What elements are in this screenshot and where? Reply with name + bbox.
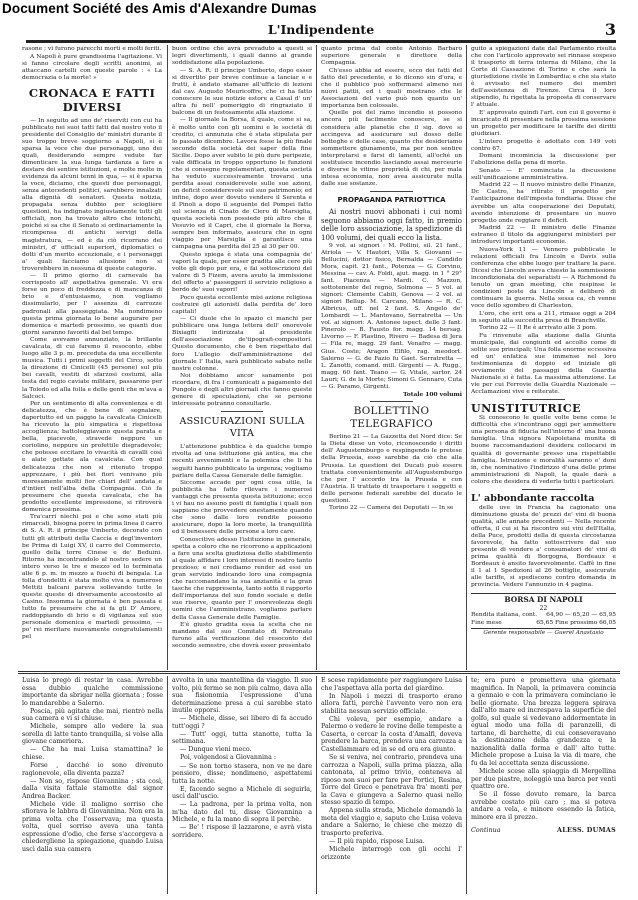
paragraph: Domani incomincia la discussione per l'abolizione della pena di morte.: [471, 153, 616, 167]
borsa-date: 22: [539, 605, 548, 613]
paragraph: — Tutt' oggi, tutta stanotte, tutta la settimana.: [172, 730, 312, 746]
section-heading-propaganda: PROPAGANDA PATRIOTTICA: [337, 195, 446, 204]
paragraph: — Michele, disse, sei libero di fa accudo tutt'oggi ?: [172, 715, 312, 730]
paragraph: E' approvato quindi l'art. con cui il governo è incaricato di presentare nella prossima sessione un progetto per modificare le tariffe dei diritti giudiziari.: [471, 109, 616, 138]
paragraph: Fu rinvenute alla stazione dalla Giunta municipale, dai congiunti ed accolto come di solite sue principali; Una folla enorme eccessiva ed un' enfatica sue immense nel loro testimonianza di doppio ed iniziale gli ovviamente del passaggi della Guardia Nazionale si è fatta. La massima attenzione. Le vie per cui Ferrovie della Guardia Nazionale — Acclamazioni vive e reiterate.: [471, 332, 616, 396]
paragraph: Berlino 21 — La Gazzetta del Nord dice: Se la Dieta diese un voto, riconoscendo i diritti dell' Augustemburgo e respingendo le pretese della Prussia, esso sarebbe da ciò che alla Prussia. Le questioni dei Ducati può essere trattata convenientemente all'Augustemburgo che per l' accordo tra la Prussia e con l'Austria. Il trattato di trasportare i soggetti e delle persone federali sarebbe del ducato le questioni.: [321, 434, 462, 504]
paragraph: 9 vol. ai signori : M. Pollini, sil. 21 fant., Atriola — V. Hautori, Villa S. Giovanni — Bellucini, dottor fisico, Bernalda — Candido Mora, capit. 21 fant., Potenza — G. Corvino, Messina — cav. A. Foldi, ajut. magg. in 1 ° 29° fant. Piacenza — Mardi. C. Mazzon, sottotenente del regno, Solmona — 5 vol. ai signori: Clemente Cabili, Genova — 2 vol. ai signori Bellup. M. Carcano, Milano — R. C. Albricus, uff. nel 2 fant. S. Angelo de' Lombardi — L. Mantovano, Serratretta — Un vol. ai signori: A. Antonee ispect. delle 3 fant. Pinerolo — B. Fausto for. magg. 14 bersag. Livorno — F. Plastino, Rivero — Badesa di Jera — Fila re, magg. 29 fant. Venafro — magg. Gius. Coste; Aragon Elfilo, rag. meodort. Salerno — G. de Fazio fu Gaet. Serratretta — L. Zanotti, comand. mill. Girgenti — A. Rugg., magg. 60 fant. Teano — G. Vitale, sartor. 24 Lauri; G. de la Morte; Simoni G. Gennaro, Cuta — G. Paramo, Girgenti.: [321, 242, 462, 390]
paragraph: Appena sulla strada, Michele domandò la meta del viaggio e, saputo che Luisa voleva andare a Salerno, le chiese che mezzo di trasporto preferiva.: [321, 807, 462, 837]
separator: [370, 191, 412, 192]
paragraph: — Non so, rispose Giovannina ; sta così, dalla visita fattale stamotte dal signor Andrea Backer.: [22, 777, 163, 800]
gerente-line: Gerente responsabile — Guerel Anastasio: [483, 630, 604, 637]
feuilleton-divider: [466, 676, 467, 894]
borsa-title: BORSA DI NAPOLI: [504, 595, 583, 605]
paragraph: te; era puro e prometteva una giornata magnifica. In Napoli, la primavera comincia a gennaio e con la primavera cominciano le belle giornate. Una brezza leggera spirava dall'alto mare ed increspava la superficie del golfo, sul quale si vedevano addormentate in egual modo una folla di paranzelli, di tartane, di barchette, di cui conseveravano la destinazione della grandezza e la nazionalità dalla forma e dall' alto tutte. Michele propose a Luisa la via di mare, che fu da lei accettata senza discussione.: [471, 677, 616, 768]
signature-line: [471, 827, 616, 835]
page-number: 3: [604, 20, 616, 39]
paragraph: E scese rapidamente per raggiungere Luisa che l'aspettava alla porta del giardino.: [321, 677, 462, 692]
feuilleton-rule-2: [18, 673, 620, 674]
column-4: [471, 46, 616, 670]
paragraph: quanto prima dal conte Antonio Barbaro superiore generale e direttore della Compagnia.: [321, 46, 462, 67]
paragraph: Nuova-York 11 — Vennero pubblicate le relazioni officiali fra Lincoln e Davis sulla conferenza che ebbe luogo per trattare la pace. Dicesi che Lincoln aveva chiesto la sommissione incondizionata dei separatisti — A Richmond fu tenuto un gran meeting, che respinse le condizioni poste da Lincoln e deliberò di continuare la guerra. Nella sessa ca, ch venne voce dello sgombro di Charleston.: [471, 246, 616, 310]
paragraph: In Napoli i mezzi di trasporto erano allora fatti, perchè l'avvento vero non era stabilita nessun servizio officiale.: [321, 692, 462, 715]
paragraph: Se il fosse dovuto remare, la barca avrebbe costato più caro ; ma si poteva andare a vela, e minore essendo la fatica, minore era il prezzo.: [471, 791, 616, 821]
continua-label: Continua: [471, 826, 501, 835]
paragraph: delle uve in Francia ha cagionato una diminuzione giusta de' prezzi de' vini di buona qualità, alle annate precedenti — Nella recente offerta, il cui si ha riscontro sui vini dell'Italia, della Puce, prodotti della di questa circostanza favorevole, ha fatto sottoscrivere dal suo presente di vendere a' consumatori de' vini di prima qualità di Borgogna, Bordeaux e Bordeaux è ansito favorevolmente. Caffè in fine il 1 al 1 Spedizioni al 26 bottiglie, assicurate alle tariffe, si spediscono contro domanda in provincia. Vedere l'annunzio in 4 pagina.: [471, 504, 616, 589]
paragraph: Madrid 22 — Il nuovo ministro delle Finanze, Dc Castro, ha ritirato il progetto per l'anticipazione dell'imposta fondiaria. Disse che avrebbe un alta cooperazione dei Deputati, avendo intenzione di presentare un nuovo progetto onde reggiare il deficit.: [471, 182, 616, 224]
paragraph: — Il primo giorno di carnevale ha corrisposto all' aspettativa generale. Vi era forse un poco di freddezza e di mancanza di brio e d'entusiasmo, non vogliamo dissimularlo, per l' assenza di carrozze padronali alla passeggiata. Ma nondimeno questa prima giornata lo bene augurare per domenica e martedì prossimo, se quanti due giorni saranno favoriti dal bel tempo.: [22, 273, 162, 336]
paragraph: Michele interrogò con gli occhi l' orizzonte: [321, 846, 462, 861]
column-divider: [316, 45, 317, 670]
paragraph: Tra'carri niechi poi e che sono stati più rimarcati, bisogna porre in prima linea il carro di S. A. R. il principe Umberto, decorato con tutti gli attributi della Caccia e degl'inventori be Prima di Luigi XV, il carro del Commercio, quello della torre Cinese e de' Beduini. Ritorno ha incontrandolo al nostro sedere un intero verso le tre e mezzo ed lo terminata alle 6 p. m. in mezzo a fuochi di bengala. La folla d'ondeltti è stata molto viva a numeroso Mettiti balcani pareva sollevando tutte le queste queste di diversamente accostosito al Casino. Insomma la giornata è ben passata e tutto fa presumere che si fa gli D' Amore, raddoppiando di brio e di vigilanza sul suo personale domenica e martedì prossimo, — po' rei meritare nuovamente congratulamenti pel: [22, 514, 162, 641]
paragraph: buon ordine che avrà prevaduto a questi si legri divertimenti, i quali danno ai grande soddisfazione alla popolazione.: [172, 46, 312, 67]
paragraph: Poco questa eccellente misi azione religiosa costruire gli azionisti dalla perdita de' loro capitali!: [172, 294, 312, 315]
paragraph: Poi, volgendosi a Giovannina :: [180, 754, 276, 762]
masthead-rule: [26, 40, 616, 43]
paragraph: Conoscitivo adesso l'istituzione in generale, spetta a coloro che ne ricorrono a applicazioni a fare una scelta giudiziosa dello stabilimento al quale affidare i loro interessi di nostro tanto prezioso; e noi crediamo render ad essi un gran servizio indicando loro una compagnia che raccomandano la sua anzianità e la gran tasche che rappresenta, tanto sotto il rapporto dell'importanza del suo fondo sociale e delle sue riserve, quanto per l' onorevolezza degli uomini che l'amministrano. vogliamo parlare della Cassa Generale delle Famiglie.: [172, 537, 312, 621]
paragraph: Michele vide il maligno sorriso che sfiorava le labbra di Giovannina. Non era la prima volta che l'osservava; ma questa volta, quel sorriso aveva una tanta espressione d'odio, che ferse s'accorgeva a chiedergliene la spiegazione, quando Luisa uscì dalla sua camera: [22, 800, 163, 854]
paragraph: — Il più rapido, rispose Luisa.: [329, 837, 425, 845]
paragraph: — S. A. R. il principe Umberto, dopo esser si divertito per breve continue a lanciar e e frutti, è andato stamane all'ufficio di lezioni dal cav. Augusto Meuricoffre, che ci ha fatto conoscere le sue notizie estore a Casal d' un' altra fu nell' pomeriggio di ringraziato il balcone di un festosamente alla stazione.: [172, 67, 312, 116]
section-heading-raccolta: L' abbondante raccolta: [471, 492, 595, 504]
paragraph: — Il giornale la Borsa, il quale, come si sa, è molto unito con gli uomini e le società di credito, ci annunzia che è stata stipulata per lo passato dicembre. Lavora fosse la più finale secondo della società dei saper della fine Sicilie. Dopo aver subito le più dure peripezie, vale difficata in troppo opportuno le funzioni che si consegne regolamentari, questa società ha veduto successivamente trovarsi una perdita assai considerevole sulle sue azioni, un deficit considerevole sul suo patrimonio; ed infine, dopo aver dovuto vendere il Serenta e il Pinoli a dopo il seguente del Pompei fatto sul scienza di Cinato de Clero di Marsiglia, questa società non possiede più altro che il Vesuvio ed il Capri, che il giornale la Borsa, sempre ben informato, assicura che in ogni viaggio per Marsiglia e garantisce una campagna una perdita del 25 al 30 per 00.: [172, 117, 312, 251]
paragraph: Forse , dacché io sono divenuto ragionevole, ella diventa pazza?: [22, 762, 163, 777]
paragraph: Quelle poi del ramo incendio si possono ancora più facilmente conoscere, se si considera alle planetie che il sig. dove si accingeva ad assicurare sul dosso delle botteghe e delle case, quanto che desideriamo sommettere giunamente, ma per non sentire interpretarsi e farsi di lamenti, all'oché un sostituisce incendio lasciando assai merceurie e diverse le vitime preprietà di chi, per mala intesa economia, non avea assicurate nulla dalle sue sostanze.: [321, 110, 462, 187]
column-divider: [466, 45, 467, 670]
paragraph: Senato — E' cominciata la discussione sull'unificazione amministrativa.: [471, 167, 616, 181]
paragraph: E'è giusto gradita essa la scelta che ne mandano dal suo Comitato di Patronato furono alla verificazione del resoconto del secondo semestre, che dovrà esser presentato: [172, 622, 312, 650]
paragraph: L'intero progetto è adottato con 149 voti contro 67.: [471, 138, 616, 152]
section-heading-cronaca: CRONACA E FATTI DIVERSI: [28, 85, 156, 114]
paragraph: E, facendo segno a Michele di seguirla, uscì dall'uscio.: [172, 785, 312, 801]
paragraph: Si conoscono le quelle volte bene come le difficoltà che s'incontrano oggi per ammettere una persona di fiducia nell'interno d' una buona famiglia. Una signora Napoletana munita di buone raccomandazioni desidera collocarsi in qualità di governante presso una rispettabile famiglia. Istruzione e moralità saranno e' doni in, che nominativo l'indirizzo d'una delle prime amministrazioni di Napoli, la quale darà a coloro che desidera di vederla tutti i particolari.: [471, 415, 616, 485]
separator: [370, 401, 412, 402]
paragraph: Poscia, più agitata che mai, rientrò nella sua camera e vi si chiuse.: [22, 707, 163, 723]
feuilleton-rule: [18, 671, 620, 672]
paragraph: — Ci duole che lo spazio ci manchi per pubblicare una lunga lettera dell' onorevole Bixiagfii indirizzata al presidente dell'associazione de'tipografi-compositori. Questo documento, che è ben rispettato dal foro L'allegio dell'amministrazione del giornale l' Italia, sarà pubblicato sabato nelle nostre colonne.: [172, 316, 312, 372]
paragraph: Come avevamo annunziato, la brillante cavalcata, di cui faremo il resoconto, ebbe luogo alle 3 p. m. preceduta da una eccellente musica. Tutti i primi soggetti del Circo, sotto la direzione di Cinicelli (45 persone) sul più bei cavalli, vestiti di sfarzosi costumi, alla testa del regio caviate militare, passarono per la Toledo ed alla folla e delle genti che m'ava a Salcoci.: [22, 337, 162, 400]
separator: [522, 489, 566, 490]
feuilleton-divider: [167, 676, 168, 894]
paragraph: Chi voleva, per esempio, andare a Palermo o vedere le rovine delle tempeste a Caserta, o cercar la costa d'Amalfi, doveva prendere la barca, prendeva una carrozza a Castellammare ed in se ed ora era giunto.: [321, 715, 462, 753]
paragraph: Per un sentimento di alta convenienza e di delicatezza, che è bene di segnalare, dapertutto ed un paggio la cavalcata Cinicelli ha ricevuto la più simpatica e rispettosa accoglienza; battoleggiavano questa parata e bella, piacevole, stravede neppure un coriolino, neppure un profettile disgradevole; che potesse eccitare lo vivacità di cavalli così e alate gettate ala cavalcata. Con qual delicatezza che non si ritenuto troppo apprezzare, i più bei fiori venivano più moresamente molti fior chiari dell' andata e d'intieri nell'alba della Compagnia. Ciò fa presumere che questa cavalcata, che ha prodotto eccellente impressione, si ritroverà domenica prossima.: [22, 401, 162, 513]
borsa-box: [471, 593, 616, 629]
borsa-value: 65,65 Fine prossimo 66,05: [536, 619, 616, 626]
paragraph: — Be' ! rispose il lazzarone, e avrà vista sorridere.: [172, 824, 312, 839]
paragraph: A Napoli è pure grandissima l'agitazione. Vi si fanno circolare degli scritti anonimi, ai attaccano cartelli con queste parole : « La democrazia o la morte! »: [22, 53, 162, 81]
paragraph: Torino 22 — Camera dei Deputati — In se: [329, 505, 454, 512]
paragraph: Torino 22 — Il Re è arrivato alle 3 pom.: [479, 325, 597, 332]
column-divider: [167, 45, 168, 670]
paragraph: Questo spiega è stata una compagnia de' vapori la quale, per esser gradita alle cere più volte gli dopo pur era, e fai sottoscrizioni del valore di 5 Fizem, avera avuto la immissione del offerto a' passeggeri il servizio religioso a bordo de' suoi vapori!: [172, 251, 312, 294]
paragraph: L'oro, che erit ora a 211, rimase oggi a 204 in seguito alla succedita presa di Branchville.: [471, 310, 616, 324]
feuilleton-column-3: [321, 677, 462, 895]
paragraph: — Che ha mai Luisa stamattina? le chiese.: [22, 746, 163, 761]
borsa-value: 64,90 — 65,20 — 65,95: [546, 612, 616, 619]
paragraph: Se si veniva, nei contrario, prendeva una carrozza a Napoli, sulla prima piazza, alla cantonata, al primo trivio, conteneva al riposo non suoi per fare per Portici, Resina, Torre del Greco e penetrava fra' monti per la Cava e giungeva a Salerno quasi nello stesso spazio di tempo.: [321, 753, 462, 807]
section-heading-bollettino: BOLLETTINO TELEGRAFICO: [350, 405, 433, 431]
paragraph: Madrid 22 — Il ministro delle Finanze estraneo il titolo da aggiungersi ministeri per introdurvi importanti economie.: [471, 225, 616, 246]
author-signature: ALESS. DUMAS: [557, 826, 616, 835]
borsa-label: Rendita italiana, cont.: [471, 612, 538, 619]
feuilleton-divider: [316, 676, 317, 894]
separator: [221, 411, 263, 412]
paragraph: — La padrona, per la prima volta, non m'ha dato del tu, disse Giovannina a Michele, e fu la mano di sopra il perchè.: [172, 801, 312, 824]
paragraph: — Dunque vieni meco.: [180, 746, 252, 754]
watermark-text: Document Société des Amis d'Alexandre Dumas: [2, 1, 317, 16]
paragraph: Noi dobbiamo ancor sanamente poi ricordare, di fra i comunicati a pagamento del Pungolo e degli altri giornali che fanno queste genere di speculazioni, che se persone interessate potranno consultarle.: [172, 373, 312, 408]
separator: [522, 399, 566, 400]
feuilleton-column-4: [471, 677, 616, 895]
paragraph: Luisa lo pregò di restar in casa. Avrebbe essa dubbio qualche commissione importante da sbrigar nella giornata ; fosse lo mandarebbe a Salerno.: [22, 677, 163, 707]
paragraph: — Se non torno stasera, non ve ne dare pensiero, disse; nondimeno, aspettatemi tutta la notte.: [172, 762, 312, 785]
total-volumes: Totale 100 volumi: [403, 391, 462, 399]
masthead: [26, 20, 616, 39]
feuilleton-column-1: [22, 677, 163, 895]
paragraph: — In seguito ad uno de' riserviti con cui ha pubblicato nei suoi tatti fatti dal nostro voto il presidente del Consiglio de' ministri durante il suo troppo breve soggiorno a Napoli, si è sparsa la voce che due personaggi, uno dei quali, desiderando sempre vedute far dimenticare la sua lunga tardanza a fare a destare dei sentire istituzioni, e molte molte in evidenza da alcuni tenni in qua, — si è sparsa la voce, diciamo, che questi due personaggi, senza antecedenti politici, sarebbero innalzati alla dignità di senatori. Questa notizia, propagata senza dubbio per sciogliere questioni, ha indignato ingiustamente tutti gli officiali, non ha trovato altro che intonchi, poiché si sa che il Senato si ordinariamente la ricompensa di antichi servigi della magistratura, — ed è da ciò ricorrano dei ministri, d' ufficiali superiori, diplomatici o dotti d'un merito eccezionale, e i personaggi a' quali facciamo allusione non si troverebbero in nessuna di queste categorie.: [22, 117, 162, 272]
paragraph: L'attenzione pubblica è da qualche tempo rivolta ad una istituzione già antica, ma che recenti avvenimenti e la polemica che li ha seguiti hanno pubblicato la urgenza; vogliamo parlare della Cassa Generale delle famiglie.: [172, 444, 312, 479]
paragraph: rasone ; vi furono parecchi morti e molti feriti.: [22, 46, 162, 52]
borsa-row: [471, 612, 616, 619]
newspaper-title: L'Indipendente: [267, 22, 375, 37]
paragraph: Siccome accade per ogni cosa utile, la pubblicità ha fatto rilevare i numerosi vantaggi che presenta questa istituzione; ecco i vi hau no assuno posti di famiglia i quali non sappiano che provvedere onestamente quando che sono dalle loro rendite possono assicurare, dopo la loro morte, la tranquillità ed il benessere delle persone a loro care.: [172, 480, 312, 536]
column-2: [172, 46, 312, 670]
column-3: [321, 46, 462, 670]
section-heading-unistitutrice: UNISTITUTRICE: [471, 402, 581, 416]
borsa-label: Fine mese: [471, 619, 502, 626]
paragraph: Michele, sempre allo vedere la sua sorella di latte tanto tranquilla, si volse alla giovane cameriera.: [22, 723, 163, 746]
paragraph: Ch'esso abbia ad essere, ecco dei fatti del fatto del precedente, e lo dicono sin d'ora, e che il pubblico può soffermarsi almeno nei nuovi pattii, ed i quali mostrano che le Associazioni del vario può non quanto un' importanza ben colossale.: [321, 67, 462, 109]
feuilleton-column-2: [172, 677, 312, 895]
paragraph: Michele scese alla spiaggia di Mergellina per due piastre, noleggiò una barca per venti quattro ore.: [471, 768, 616, 791]
paragraph: Ai nostri nuovi abbonati i cui nomi seguono abbiamo oggi fatto, in premio delle loro associazione, la spedizione di 100 volumi, dei quali ecco la lista.: [321, 207, 462, 242]
column-1: [22, 46, 162, 670]
borsa-row: [471, 620, 616, 627]
paragraph: avvolta in una mantellina da viaggio. Il suo volto, più fermo se non più calmo, dava alla sua fisionomia l'espressione d'una determinazione presa a cui sarebbe stato inutile opporsi.: [172, 677, 312, 715]
section-heading-assicurazioni: ASSICURAZIONI SULLA VITA: [179, 416, 305, 440]
paragraph: guito a spiegazioni date dal Parlamento risulta che con l'articolo approvato sei rinnase sospeso il trasporto di terra interna di Milano, che la Corte di Cassazione di Torino e che sarà la giurisdizione civile in Lombardia; e che sia stato è avvisato nel numero dei membri dell'assistenza di Firenze. Circa il loro stipendio, fu rigettata la proposta di conservare l' attuale.: [471, 46, 616, 109]
